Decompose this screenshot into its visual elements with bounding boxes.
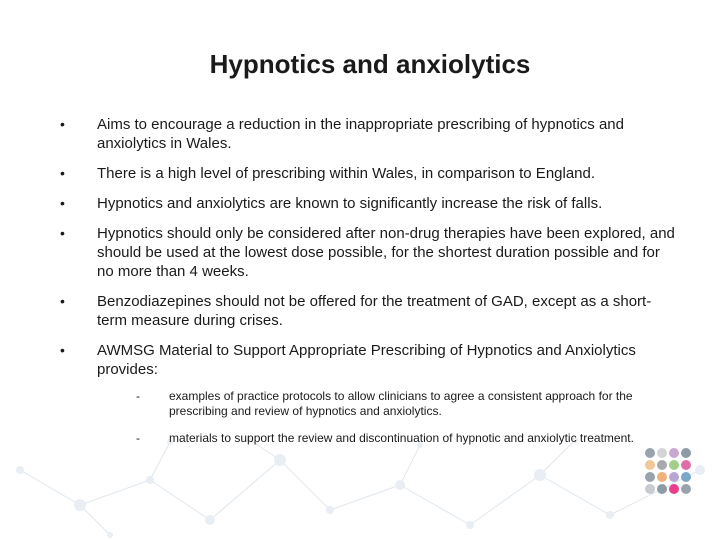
dot-grid-logo-icon (645, 448, 695, 498)
logo-dot (669, 460, 679, 470)
logo-dot (681, 484, 691, 494)
logo-dot (669, 484, 679, 494)
bullet-text: There is a high level of prescribing within Wales, in comparison to England. (97, 165, 596, 182)
bullet-text: AWMSG Material to Support Appropriate Prescribing of Hypnotics and Anxiolytics provides: (97, 342, 636, 378)
dash-marker: - (136, 389, 140, 403)
slide-title: Hypnotics and anxiolytics (209, 49, 531, 79)
logo-dot (669, 472, 679, 482)
bullet-marker: • (60, 342, 65, 358)
bullet-text: Hypnotics and anxiolytics are known to significantly increase the risk of falls. (97, 195, 603, 212)
bullet-marker: • (60, 195, 65, 211)
logo-dot (681, 448, 691, 458)
sub-bullet-text: materials to support the review and discontinuation of hypnotic and anxiolytic treatment. (169, 431, 634, 445)
logo-dot (645, 460, 655, 470)
bullet-text: Benzodiazepines should not be offered for the treatment of GAD, except as a short-term measure during crises. (97, 293, 652, 329)
logo-dot (681, 472, 691, 482)
bullet-text: Aims to encourage a reduction in the inappropriate prescribing of hypnotics and anxiolytics in Wales. (97, 116, 624, 152)
bullet-marker: • (60, 225, 65, 241)
sub-bullet-text: examples of practice protocols to allow clinicians to agree a consistent approach for the prescribing and review of hypnotics and anxiolytics. (169, 389, 633, 418)
logo-dot (645, 448, 655, 458)
bullet-marker: • (60, 116, 65, 132)
logo-dot (657, 448, 667, 458)
logo-dot (669, 448, 679, 458)
logo-dot (657, 484, 667, 494)
logo-dot (645, 472, 655, 482)
logo-dot (645, 484, 655, 494)
molecular-network-icon (0, 430, 720, 540)
logo-dot (657, 460, 667, 470)
bullet-marker: • (60, 293, 65, 309)
bullet-text: Hypnotics should only be considered after non-drug therapies have been explored, and should be used at the lowest dose possible, for the shortest duration possible and for no more than 4 weeks. (97, 225, 675, 280)
logo-dot (681, 460, 691, 470)
dash-marker: - (136, 431, 140, 445)
bullet-marker: • (60, 165, 65, 181)
logo-dot (657, 472, 667, 482)
